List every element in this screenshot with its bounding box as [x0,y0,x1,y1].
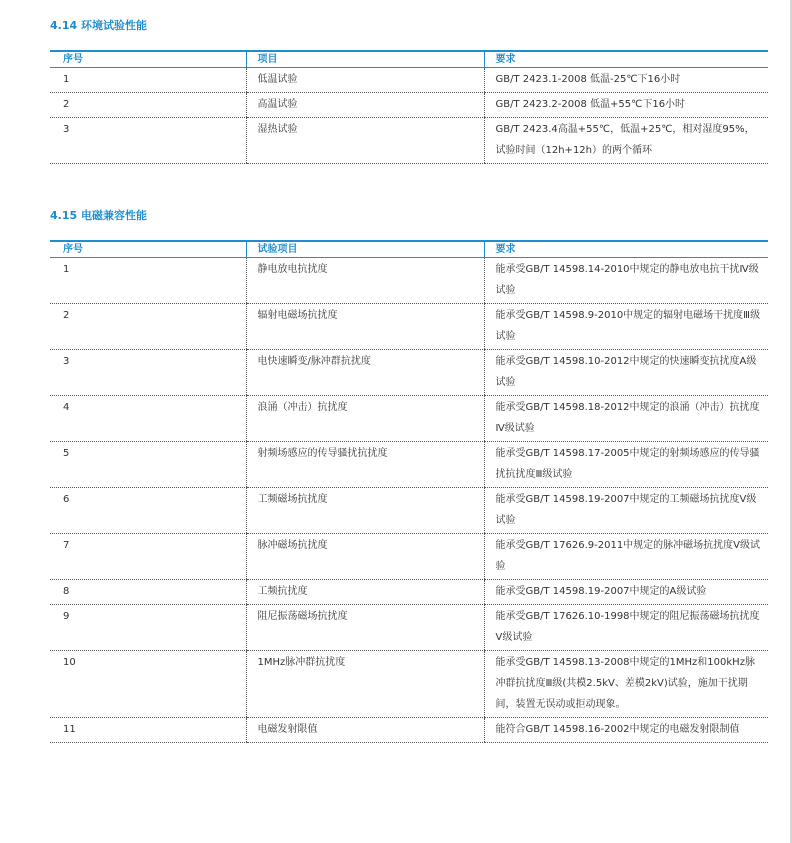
cell-requirement: GB/T 2423.4高温+55℃，低温+25℃，相对湿度95%，试验时间（12h+12h）的两个循环 [484,118,768,164]
table-row [50,651,768,718]
cell-requirement: 能承受GB/T 14598.14-2010中规定的静电放电抗干扰Ⅳ级试验 [484,258,768,304]
cell-requirement: 能承受GB/T 14598.18-2012中规定的浪涌（冲击）抗扰度Ⅳ级试验 [484,396,768,442]
cell-no: 6 [50,488,246,534]
cell-no: 5 [50,442,246,488]
table-row [50,534,768,580]
cell-item: 工频抗扰度 [246,580,484,605]
cell-item: 阻尼振荡磁场抗扰度 [246,605,484,651]
table-row [50,442,768,488]
cell-item: 工频磁场抗扰度 [246,488,484,534]
cell-no: 4 [50,396,246,442]
table-row [50,580,768,605]
section-environment [50,16,768,164]
section-title: 4.15 电磁兼容性能 [50,209,147,222]
table-row [50,118,768,164]
cell-requirement: 能承受GB/T 17626.9-2011中规定的脉冲磁场抗扰度Ⅴ级试验 [484,534,768,580]
cell-requirement: 能承受GB/T 14598.17-2005中规定的射频场感应的传导骚扰抗扰度Ⅲ级试验 [484,442,768,488]
cell-item: 电快速瞬变/脉冲群抗扰度 [246,350,484,396]
cell-item: 射频场感应的传导骚扰抗扰度 [246,442,484,488]
cell-item: 电磁发射限值 [246,718,484,743]
cell-requirement: 能承受GB/T 14598.19-2007中规定的A级试验 [484,580,768,605]
cell-item: 浪涌（冲击）抗扰度 [246,396,484,442]
cell-item: 脉冲磁场抗扰度 [246,534,484,580]
table-row [50,304,768,350]
section-emc [50,206,768,743]
header-test-item: 试验项目 [246,241,484,258]
table-row [50,488,768,534]
cell-no: 9 [50,605,246,651]
cell-item: 湿热试验 [246,118,484,164]
table-row [50,396,768,442]
section-title: 4.14 环境试验性能 [50,19,147,32]
cell-no: 8 [50,580,246,605]
environment-test-table [50,50,768,164]
cell-no: 10 [50,651,246,718]
header-requirement: 要求 [484,241,768,258]
table-row [50,93,768,118]
cell-no: 2 [50,93,246,118]
table-row [50,605,768,651]
cell-item: 1MHz脉冲群抗扰度 [246,651,484,718]
cell-no: 3 [50,118,246,164]
header-item: 项目 [246,51,484,68]
table-row [50,68,768,93]
cell-requirement: 能承受GB/T 14598.10-2012中规定的快速瞬变抗扰度A级试验 [484,350,768,396]
table-row [50,350,768,396]
table-header-row [50,51,768,68]
header-no: 序号 [50,241,246,258]
cell-no: 7 [50,534,246,580]
cell-no: 11 [50,718,246,743]
cell-item: 静电放电抗扰度 [246,258,484,304]
cell-requirement: 能承受GB/T 14598.9-2010中规定的辐射电磁场干扰度Ⅲ级试验 [484,304,768,350]
cell-item: 辐射电磁场抗扰度 [246,304,484,350]
table-row [50,258,768,304]
cell-requirement: GB/T 2423.2-2008 低温+55℃下16小时 [484,93,768,118]
table-header-row [50,241,768,258]
cell-requirement: GB/T 2423.1-2008 低温-25℃下16小时 [484,68,768,93]
cell-no: 2 [50,304,246,350]
cell-item: 高温试验 [246,93,484,118]
cell-requirement: 能承受GB/T 17626.10-1998中规定的阻尼振荡磁场抗扰度Ⅴ级试验 [484,605,768,651]
header-no: 序号 [50,51,246,68]
cell-no: 1 [50,68,246,93]
cell-no: 1 [50,258,246,304]
emc-test-table [50,240,768,743]
cell-requirement: 能符合GB/T 14598.16-2002中规定的电磁发射限制值 [484,718,768,743]
cell-item: 低温试验 [246,68,484,93]
cell-requirement: 能承受GB/T 14598.19-2007中规定的工频磁场抗扰度Ⅴ级试验 [484,488,768,534]
cell-no: 3 [50,350,246,396]
table-row [50,718,768,743]
header-requirement: 要求 [484,51,768,68]
cell-requirement: 能承受GB/T 14598.13-2008中规定的1MHz和100kHz脉冲群抗扰度Ⅲ级(共模2.5kV、差模2kV)试验，施加干扰期间，装置无误动或拒动现象。 [484,651,768,718]
